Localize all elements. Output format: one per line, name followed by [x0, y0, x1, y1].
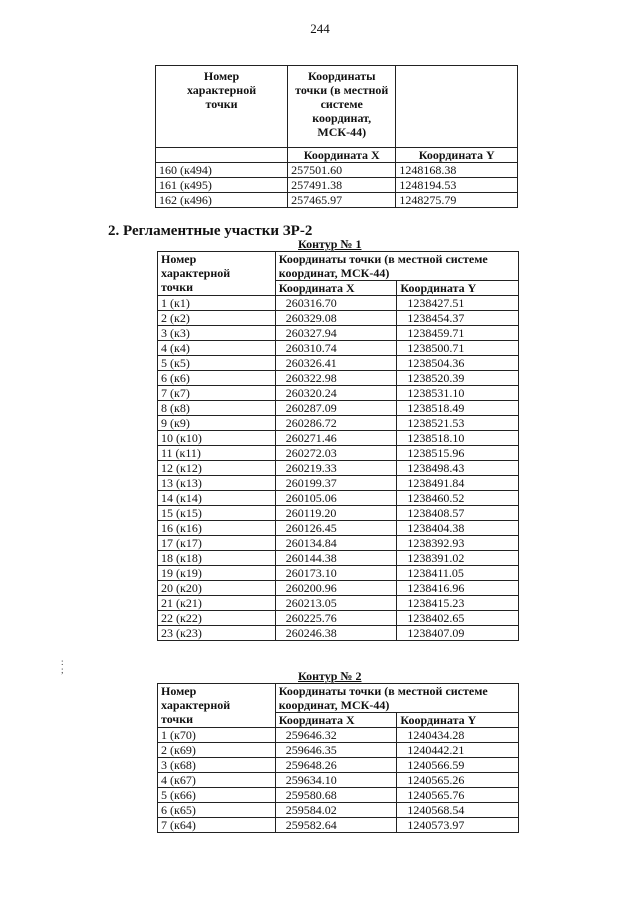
table-row: [158, 431, 519, 446]
table-row: [158, 326, 519, 341]
header-line: точки: [205, 97, 238, 111]
header-line: системе: [320, 97, 363, 111]
header-line: координат, МСК-44): [278, 698, 390, 712]
coordinate-y-cell: 1238520.39: [397, 371, 519, 386]
coordinate-x-cell: 260119.20: [275, 506, 397, 521]
header-line: характерной: [161, 266, 231, 280]
header-point-number: [156, 66, 288, 148]
coordinate-y-cell: 1238411.05: [397, 566, 519, 581]
table-row: [158, 461, 519, 476]
table-row: [158, 626, 519, 641]
page-number: 244: [310, 21, 330, 36]
coordinate-x-cell: 259646.35: [275, 743, 397, 758]
header-coordinates: [288, 66, 396, 148]
contour-1-table: [157, 251, 519, 641]
table-row: [158, 311, 519, 326]
header-line: координат,: [312, 111, 372, 125]
coordinate-x-cell: 260199.37: [275, 476, 397, 491]
coordinate-x-cell: 260327.94: [275, 326, 397, 341]
coordinate-y-cell: 1248275.79: [396, 193, 518, 208]
header-point-number: [158, 252, 276, 296]
coordinate-x-cell: 260329.08: [275, 311, 397, 326]
coordinate-y-cell: 1240434.28: [397, 728, 519, 743]
point-number-cell: 2 (к69): [158, 743, 276, 758]
header-x: Координата X: [275, 281, 397, 296]
coordinate-y-cell: 1240442.21: [397, 743, 519, 758]
coordinate-y-cell: 1238402.65: [397, 611, 519, 626]
point-number-cell: 15 (к15): [158, 506, 276, 521]
point-number-cell: 17 (к17): [158, 536, 276, 551]
table-row: [158, 728, 519, 743]
table-row: [158, 581, 519, 596]
section-title: 2. Регламентные участки ЗР-2: [108, 223, 313, 239]
point-number-cell: 3 (к3): [158, 326, 276, 341]
coordinate-y-cell: 1238521.53: [397, 416, 519, 431]
table-row: [156, 163, 518, 178]
header-line: Координаты точки (в местной системе: [278, 252, 488, 266]
point-number-cell: 8 (к8): [158, 401, 276, 416]
table-row: [158, 416, 519, 431]
coordinate-x-cell: 260225.76: [275, 611, 397, 626]
coordinate-y-cell: 1238459.71: [397, 326, 519, 341]
coordinate-x-cell: 259580.68: [275, 788, 397, 803]
table-row: [158, 758, 519, 773]
coordinate-y-cell: 1238427.51: [397, 296, 519, 311]
table-row: [158, 536, 519, 551]
coordinate-y-cell: 1248194.53: [396, 178, 518, 193]
coordinate-x-cell: 260287.09: [275, 401, 397, 416]
coordinate-x-cell: 259634.10: [275, 773, 397, 788]
coordinate-y-cell: 1238416.96: [397, 581, 519, 596]
contour-2-body: [158, 728, 519, 833]
point-number-cell: 6 (к6): [158, 371, 276, 386]
coordinate-x-cell: 260320.24: [275, 386, 397, 401]
coordinate-x-cell: 260326.41: [275, 356, 397, 371]
point-number-cell: 13 (к13): [158, 476, 276, 491]
table-row: [158, 743, 519, 758]
point-number-cell: 161 (к495): [156, 178, 288, 193]
coordinate-y-cell: 1240565.26: [397, 773, 519, 788]
coordinate-x-cell: 260219.33: [275, 461, 397, 476]
margin-mark: : ;: [61, 657, 64, 675]
coordinate-x-cell: 260322.98: [275, 371, 397, 386]
header-line: точки: [161, 280, 194, 294]
coordinate-x-cell: 260310.74: [275, 341, 397, 356]
header-line: Номер: [161, 684, 197, 698]
coordinate-y-cell: 1240573.97: [397, 818, 519, 833]
table-row: [158, 401, 519, 416]
point-number-cell: 6 (к65): [158, 803, 276, 818]
coordinate-x-cell: 260271.46: [275, 431, 397, 446]
coordinate-y-cell: 1238491.84: [397, 476, 519, 491]
point-number-cell: 2 (к2): [158, 311, 276, 326]
point-number-cell: 160 (к494): [156, 163, 288, 178]
coordinate-y-cell: 1238498.43: [397, 461, 519, 476]
coordinate-y-cell: 1240568.54: [397, 803, 519, 818]
header-line: Номер: [203, 69, 240, 83]
point-number-cell: 22 (к22): [158, 611, 276, 626]
coordinate-x-cell: 260316.70: [275, 296, 397, 311]
header-coordinates: [275, 252, 518, 281]
contour-2-table: [157, 683, 519, 833]
coordinate-y-cell: 1238518.49: [397, 401, 519, 416]
table1-body: [156, 163, 518, 208]
table-row: [158, 296, 519, 311]
coordinate-x-cell: 260105.06: [275, 491, 397, 506]
header-line: Номер: [161, 252, 197, 266]
coordinate-x-cell: 259582.64: [275, 818, 397, 833]
point-number-cell: 21 (к21): [158, 596, 276, 611]
coordinate-x-cell: 260200.96: [275, 581, 397, 596]
table-row: [158, 788, 519, 803]
point-number-cell: 3 (к68): [158, 758, 276, 773]
contour-2-title: Контур № 2: [298, 669, 362, 683]
point-number-cell: 23 (к23): [158, 626, 276, 641]
coordinate-y-cell: 1238518.10: [397, 431, 519, 446]
table-row: [156, 178, 518, 193]
table-row: [158, 341, 519, 356]
header-line: МСК-44): [317, 125, 367, 139]
coordinate-x-cell: 260173.10: [275, 566, 397, 581]
point-number-cell: 4 (к4): [158, 341, 276, 356]
point-number-cell: 7 (к64): [158, 818, 276, 833]
coordinate-y-cell: 1238404.38: [397, 521, 519, 536]
coordinate-x-cell: 260246.38: [275, 626, 397, 641]
point-number-cell: 5 (к5): [158, 356, 276, 371]
table-row: [158, 476, 519, 491]
header-line: Координаты точки (в местной системе: [278, 684, 488, 698]
header-y: Координата Y: [396, 148, 518, 163]
table-row: [158, 386, 519, 401]
coordinate-x-cell: 260134.84: [275, 536, 397, 551]
coordinate-y-cell: 1238454.37: [397, 311, 519, 326]
point-number-cell: 9 (к9): [158, 416, 276, 431]
table-row: [158, 566, 519, 581]
coordinate-x-cell: 260144.38: [275, 551, 397, 566]
header-line: Координаты: [307, 69, 376, 83]
point-number-cell: 1 (к1): [158, 296, 276, 311]
table-row: [158, 356, 519, 371]
header-y: Координата Y: [397, 713, 519, 728]
point-number-cell: 19 (к19): [158, 566, 276, 581]
point-number-cell: 16 (к16): [158, 521, 276, 536]
header-line: характерной: [161, 698, 231, 712]
coordinate-x-cell: 259648.26: [275, 758, 397, 773]
coordinate-x-cell: 257491.38: [288, 178, 396, 193]
coordinate-y-cell: 1238392.93: [397, 536, 519, 551]
coordinate-y-cell: 1238408.57: [397, 506, 519, 521]
point-number-cell: 162 (к496): [156, 193, 288, 208]
point-number-cell: 11 (к11): [158, 446, 276, 461]
coordinates-table-continued: [155, 65, 518, 208]
header-y: Координата Y: [397, 281, 519, 296]
table-row: [158, 803, 519, 818]
coordinate-y-cell: 1240566.59: [397, 758, 519, 773]
coordinate-y-cell: 1238407.09: [397, 626, 519, 641]
coordinate-y-cell: 1238504.36: [397, 356, 519, 371]
header-line: координат, МСК-44): [278, 266, 390, 280]
header-blank: [156, 148, 288, 163]
coordinate-x-cell: 257465.97: [288, 193, 396, 208]
table-row: [158, 446, 519, 461]
header-point-number: [158, 684, 276, 728]
coordinate-x-cell: 259584.02: [275, 803, 397, 818]
table-row: [158, 506, 519, 521]
coordinate-y-cell: 1240565.76: [397, 788, 519, 803]
point-number-cell: 10 (к10): [158, 431, 276, 446]
header-x: Координата X: [288, 148, 396, 163]
table-row: [158, 596, 519, 611]
point-number-cell: 7 (к7): [158, 386, 276, 401]
coordinate-y-cell: 1248168.38: [396, 163, 518, 178]
header-line: характерной: [186, 83, 257, 97]
coordinate-y-cell: 1238531.10: [397, 386, 519, 401]
coordinate-y-cell: 1238391.02: [397, 551, 519, 566]
table-row: [156, 193, 518, 208]
coordinate-x-cell: 260272.03: [275, 446, 397, 461]
coordinate-x-cell: 260126.45: [275, 521, 397, 536]
point-number-cell: 18 (к18): [158, 551, 276, 566]
point-number-cell: 12 (к12): [158, 461, 276, 476]
point-number-cell: 1 (к70): [158, 728, 276, 743]
header-x: Координата X: [275, 713, 397, 728]
coordinate-x-cell: 260286.72: [275, 416, 397, 431]
coordinate-y-cell: 1238515.96: [397, 446, 519, 461]
coordinate-y-cell: 1238500.71: [397, 341, 519, 356]
coordinate-y-cell: 1238460.52: [397, 491, 519, 506]
header-line: точки: [161, 712, 194, 726]
point-number-cell: 20 (к20): [158, 581, 276, 596]
header-coordinates: [275, 684, 518, 713]
coordinate-x-cell: 259646.32: [275, 728, 397, 743]
table-row: [158, 773, 519, 788]
table-row: [158, 818, 519, 833]
coordinate-x-cell: 257501.60: [288, 163, 396, 178]
point-number-cell: 14 (к14): [158, 491, 276, 506]
header-line: точки (в местной: [295, 83, 389, 97]
contour-1-title: Контур № 1: [298, 237, 362, 251]
table-row: [158, 551, 519, 566]
point-number-cell: 4 (к67): [158, 773, 276, 788]
table-row: [158, 521, 519, 536]
table-row: [158, 491, 519, 506]
point-number-cell: 5 (к66): [158, 788, 276, 803]
table-row: [158, 371, 519, 386]
coordinate-y-cell: 1238415.23: [397, 596, 519, 611]
contour-1-body: [158, 296, 519, 641]
table-row: [158, 611, 519, 626]
header-empty: [396, 66, 518, 148]
coordinate-x-cell: 260213.05: [275, 596, 397, 611]
